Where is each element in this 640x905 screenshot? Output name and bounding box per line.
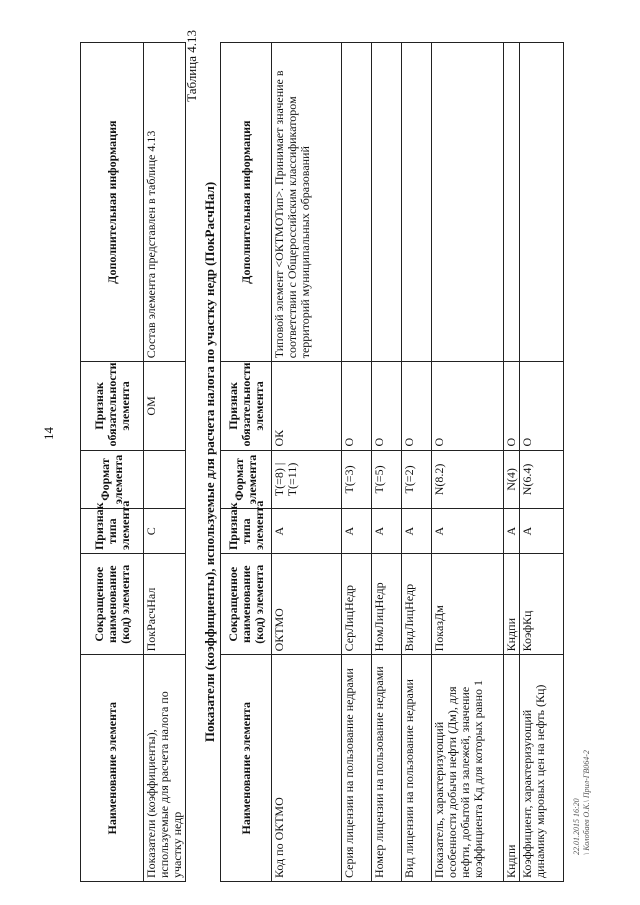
table-row xyxy=(402,43,432,882)
cell-type: С xyxy=(144,509,186,554)
table1-header-format: Формат элемента xyxy=(81,450,144,509)
cell-info xyxy=(402,43,432,362)
table2-header-required: Признак обязательности элемента xyxy=(221,362,272,450)
cell-type: А xyxy=(372,509,402,554)
cell-format xyxy=(144,450,186,509)
page-number: 14 xyxy=(41,427,56,440)
element-table-1 xyxy=(80,42,186,882)
cell-type: А xyxy=(272,509,342,554)
cell-name: Коэффициент, характеризующий динамику мировых цен на нефть (Кц) xyxy=(520,655,564,882)
cell-required: О xyxy=(402,362,432,450)
rotated-content xyxy=(80,22,610,882)
table-label: Таблица 4.13 xyxy=(184,30,199,102)
table2-header-info: Дополнительная информация xyxy=(221,43,272,362)
cell-name: Серия лицензии на пользование недрами xyxy=(342,655,372,882)
cell-type: А xyxy=(402,509,432,554)
cell-required: О xyxy=(372,362,402,450)
table-row xyxy=(432,43,504,882)
cell-type: А xyxy=(504,509,520,554)
cell-format: T(=2) xyxy=(402,450,432,509)
table1-header-info: Дополнительная информация xyxy=(81,43,144,362)
cell-format: N(4) xyxy=(504,450,520,509)
footer-date: 22.01.2015 16:20 xyxy=(572,798,581,855)
table2-header-code: Сокращенное наименование (код) элемента xyxy=(221,554,272,655)
cell-code: НомЛицНедр xyxy=(372,554,402,655)
cell-name: Вид лицензии на пользование недрами xyxy=(402,655,432,882)
cell-type: А xyxy=(432,509,504,554)
cell-format: T(=3) xyxy=(342,450,372,509)
cell-info: Состав элемента представлен в таблице 4.13 xyxy=(144,43,186,362)
cell-format: N(6.4) xyxy=(520,450,564,509)
cell-code: КоэфКц xyxy=(520,554,564,655)
cell-format: N(8.2) xyxy=(432,450,504,509)
cell-info xyxy=(372,43,402,362)
table-row xyxy=(520,43,564,882)
cell-info xyxy=(520,43,564,362)
cell-type: А xyxy=(520,509,564,554)
cell-info: Типовой элемент <ОКТМОТип>. Принимает значение в соответствии с Общероссийским классификатором территорий муниципальных образований xyxy=(272,43,342,362)
cell-code: ПоказДм xyxy=(432,554,504,655)
cell-required: О xyxy=(504,362,520,450)
cell-name: Кндпи xyxy=(504,655,520,882)
table-row xyxy=(372,43,402,882)
cell-required: ОК xyxy=(272,362,342,450)
table1-header-type: Признак типа элемента xyxy=(81,509,144,554)
cell-format: T(=5) xyxy=(372,450,402,509)
table-row xyxy=(144,43,186,882)
cell-code: ПокРасчНал xyxy=(144,554,186,655)
cell-info xyxy=(432,43,504,362)
footer-stamp xyxy=(572,750,592,855)
cell-required: О xyxy=(342,362,372,450)
cell-code: ВидЛицНедр xyxy=(402,554,432,655)
table-row xyxy=(342,43,372,882)
cell-code: ОКТМО xyxy=(272,554,342,655)
cell-code: СерЛицНедр xyxy=(342,554,372,655)
cell-name: Номер лицензии на пользование недрами xyxy=(372,655,402,882)
cell-name: Показатель, характеризующий особенности добычи нефти (Дм), для нефти, добытой из залежей, значение коэффициента Кд для которых равно 1 xyxy=(432,655,504,882)
cell-required: О xyxy=(520,362,564,450)
cell-info xyxy=(342,43,372,362)
table1-header-name: Наименование элемента xyxy=(81,655,144,882)
table1-header-code: Сокращенное наименование (код) элемента xyxy=(81,554,144,655)
footer-path: \ Колобаев О.К.\ Прил-ГВ064-2 xyxy=(582,750,591,855)
cell-format: T(=8) | T(=11) xyxy=(272,450,342,509)
cell-info xyxy=(504,43,520,362)
table2-header-row xyxy=(221,43,272,882)
table-title: Показатели (коэффициенты), используемые для расчета налога по участку недр (ПокРасчНал) xyxy=(202,181,217,743)
table2-header-format: Формат элемента xyxy=(221,450,272,509)
cell-code: Кндпи xyxy=(504,554,520,655)
element-table-2 xyxy=(220,42,564,882)
cell-required: ОМ xyxy=(144,362,186,450)
table2-header-name: Наименование элемента xyxy=(221,655,272,882)
table1-header-required: Признак обязательности элемента xyxy=(81,362,144,450)
cell-name: Код по ОКТМО xyxy=(272,655,342,882)
cell-type: А xyxy=(342,509,372,554)
cell-required: О xyxy=(432,362,504,450)
table-row xyxy=(272,43,342,882)
table1-header-row xyxy=(81,43,144,882)
table2-header-type: Признак типа элемента xyxy=(221,509,272,554)
cell-name: Показатели (коэффициенты), используемые для расчета налога по участку недр xyxy=(144,655,186,882)
table-row xyxy=(504,43,520,882)
